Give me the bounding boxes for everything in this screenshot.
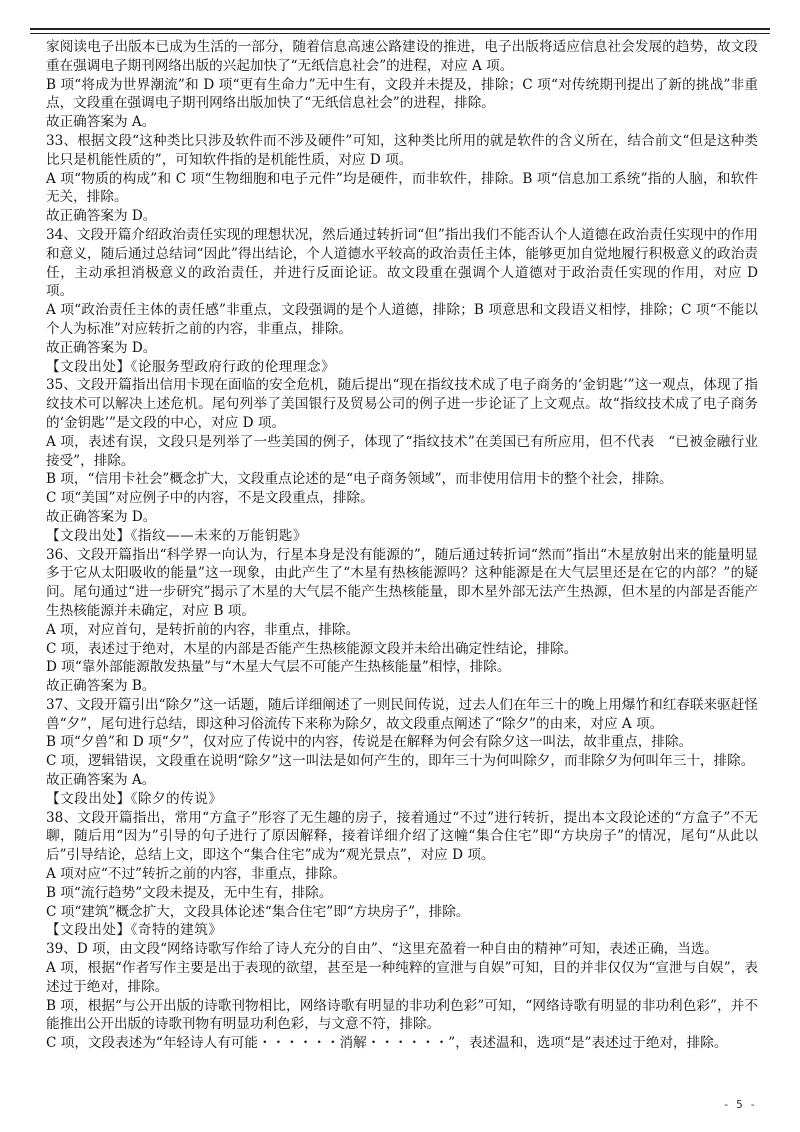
source-citation: 【文段出处】《除夕的传说》 bbox=[46, 790, 223, 807]
paragraph: C 项，逻辑错误，文段重在说明“除夕”这一叫法是如何产生的，即年三十为何叫除夕，而非除夕为何叫年三十，排除。 bbox=[46, 753, 755, 770]
document-body bbox=[46, 38, 758, 1053]
header-rule-thin bbox=[30, 33, 770, 34]
paragraph: C 项“建筑”概念扩大，文段具体论述“集合住宅”即“方块房子”，排除。 bbox=[46, 903, 470, 920]
question-35: 35、文段开篇指出信用卡现在面临的安全危机，随后提出“现在指纹技术成了电子商务的‘金钥匙’”这一观点，体现了指纹技术可以解决上述危机。尾句列举了美国银行及贸易公司的例子进一步论证了上文观点。故“指纹技术成了电子商务的‘金钥匙’”是文段的中心，对应 D 项。 bbox=[46, 377, 758, 431]
paragraph: A 项“政治责任主体的责任感”非重点，文段强调的是个人道德，排除；B 项意思和文段语义相悖，排除；C 项“不能以个人为标准”对应转折之前的内容，非重点，排除。 bbox=[46, 302, 758, 337]
paragraph: B 项“将成为世界潮流”和 D 项“更有生命力”无中生有，文段并未提及，排除；C 项“对传统期刊提出了新的挑战”非重点，文段重在强调电子期刊网络出版加快了“无纸信息社会”的进程，排除。 bbox=[46, 76, 758, 112]
paragraph: B 项，“信用卡社会”概念扩大，文段重点论述的是“电子商务领域”，而非使用信用卡的整个社会，排除。 bbox=[46, 471, 673, 488]
paragraph: C 项“美国”对应例子中的内容，不是文段重点，排除。 bbox=[46, 490, 374, 507]
question-37: 37、文段开篇引出“除夕”这一话题，随后详细阐述了一则民间传说，过去人们在年三十的晚上用爆竹和红春联来驱赶怪兽“夕”，尾句进行总结，即这种习俗流传下来称为除夕，故文段重点阐述了“除夕”的由来，对应 A 项。 bbox=[46, 696, 758, 732]
header-rule-thick bbox=[30, 28, 770, 30]
paragraph: B 项“流行趋势”文段未提及，无中生有，排除。 bbox=[46, 884, 333, 901]
paragraph: A 项“物质的构成”和 C 项“生物细胞和电子元件”均是硬件，而非软件，排除。B 项“信息加工系统”指的人脑，和软件无关，排除。 bbox=[46, 170, 758, 206]
paragraph: 家阅读电子出版本已成为生活的一部分，随着信息高速公路建设的推进，电子出版将适应信息社会发展的趋势，故文段重在强调电子期刊网络出版的兴起加快了“无纸信息社会”的进程，对应 A 项。 bbox=[46, 39, 758, 74]
source-citation: 【文段出处】《论服务型政府行政的伦理理念》 bbox=[46, 358, 336, 375]
source-citation: 【文段出处】《指纹——未来的万能钥匙》 bbox=[46, 527, 307, 544]
paragraph: A 项，表述有误，文段只是列举了一些美国的例子，体现了“指纹技术”在美国已有所应用，但不代表 “已被金融行业接受”，排除。 bbox=[46, 433, 758, 469]
answer-line: 故正确答案为 D。 bbox=[46, 339, 157, 356]
question-38: 38、文段开篇指出，常用“方盒子”形容了无生趣的房子，接着通过“不过”进行转折，提出本文段论述的“方盒子”不无聊，随后用“因为”引导的句子进行了原因解释，接着详细介绍了这幢“集合住宅”即“方块房子”的情况，尾句“从此以后”引导结论，总结上文，即这个“集合住宅”成为“观光景点”，对应 D 项。 bbox=[46, 809, 758, 864]
source-citation: 【文段出处】《奇特的建筑》 bbox=[46, 922, 223, 939]
answer-line: 故正确答案为 A。 bbox=[46, 114, 156, 131]
paragraph: A 项，对应首句，是转折前的内容，非重点，排除。 bbox=[46, 621, 360, 638]
answer-line: 故正确答案为 D。 bbox=[46, 508, 157, 525]
paragraph: C 项，表述过于绝对，木星的内部是否能产生热核能源文段并未给出确定性结论，排除。 bbox=[46, 640, 578, 657]
paragraph: A 项，根据“作者写作主要是出于表现的欲望，甚至是一种纯粹的宣泄与自娱”可知，目的并非仅仅为“宣泄与自娱”，表述过于绝对，排除。 bbox=[46, 960, 758, 995]
question-33: 33、根据文段“这种类比只涉及软件而不涉及硬件”可知，这种类比所用的就是软件的含义所在，结合前文“但是这种类比只是机能性质的”，可知软件指的是机能性质，对应 D 项。 bbox=[46, 132, 758, 168]
question-39: 39、D 项，由文段“网络诗歌写作给了诗人充分的自由”、“这里充盈着一种自由的精神”可知，表述正确，当选。 bbox=[46, 941, 719, 958]
paragraph: D 项“靠外部能源散发热量”与“木星大气层不可能产生热核能量”相悖，排除。 bbox=[46, 659, 511, 676]
question-34: 34、文段开篇介绍政治责任实现的理想状况，然后通过转折词“但”指出我们不能否认个人道德在政治责任实现中的作用和意义，随后通过总结词“因此”得出结论，个人道德水平较高的政治责任主体，能够更加自觉地履行积极意义的政治责任，主动承担消极意义的政治责任，并进行反面论证。故文段重在强调个人道德对于政治责任实现的作用，对应 D 项。 bbox=[46, 226, 758, 300]
answer-line: 故正确答案为 D。 bbox=[46, 208, 157, 225]
answer-line: 故正确答案为 A。 bbox=[46, 772, 156, 789]
answer-line: 故正确答案为 B。 bbox=[46, 678, 156, 695]
paragraph: C 项，文段表述为“年轻诗人有可能・・・・・・消解・・・・・・”，表述温和，选项“是”表述过于绝对，排除。 bbox=[46, 1035, 728, 1052]
paragraph: B 项，根据“与公开出版的诗歌刊物相比，网络诗歌有明显的非功利色彩”可知，“网络诗歌有明显的非功利色彩”，并不能推出公开出版的诗歌刊物有明显功利色彩，与文意不符，排除。 bbox=[46, 997, 758, 1033]
paragraph: A 项对应“不过”转折之前的内容，非重点，排除。 bbox=[46, 866, 346, 883]
page-number: - 5 - bbox=[722, 1098, 756, 1111]
question-36: 36、文段开篇指出“科学界一向认为，行星本身是没有能源的”，随后通过转折词“然而”指出“木星放射出来的能量明显多于它从太阳吸收的能量”这一现象，由此产生了“木星有热核能源吗？这种能源是在大气层里还是在它的内部？”的疑问。尾句通过“进一步研究”揭示了木星的大气层不能产生热核能量，即木星外部无法产生热源，但木星的内部是否能产生热核能源并未确定，对应 B 项。 bbox=[46, 546, 758, 619]
paragraph: B 项“夕兽”和 D 项“夕”，仅对应了传说中的内容，传说是在解释为何会有除夕这一叫法，故非重点，排除。 bbox=[46, 734, 693, 751]
